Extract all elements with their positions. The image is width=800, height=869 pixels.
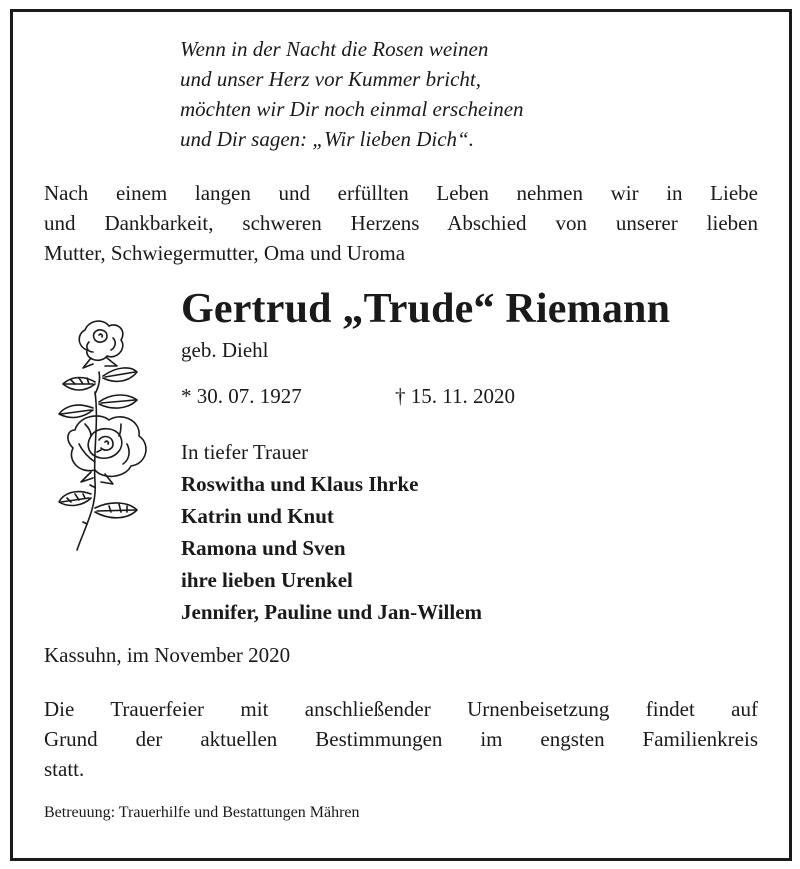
rose-illustration-icon (55, 312, 165, 552)
death-date: † 15. 11. 2020 (395, 384, 515, 408)
funeral-line: statt. (44, 757, 85, 781)
intro-line: Nach einem langen und erfüllten Leben nehmen wir in Liebe (44, 181, 758, 205)
poem-line: und Dir sagen: „Wir lieben Dich“. (180, 127, 474, 151)
mourners-heading: In tiefer Trauer (181, 440, 309, 464)
funeral-line: Die Trauerfeier mit anschließender Urnenbeisetzung findet auf (44, 697, 758, 721)
mourner-name: Roswitha und Klaus Ihrke (181, 472, 419, 496)
life-dates (181, 382, 515, 410)
poem (180, 34, 524, 154)
intro-line: Mutter, Schwiegermutter, Oma und Uroma (44, 241, 406, 265)
funeral-line: Grund der aktuellen Bestimmungen im engsten Familienkreis (44, 727, 758, 751)
poem-line: und unser Herz vor Kummer bricht, (180, 67, 481, 91)
poem-line: möchten wir Dir noch einmal erscheinen (180, 97, 524, 121)
funeral-notice (44, 694, 758, 784)
mourner-name: ihre lieben Urenkel (181, 568, 353, 592)
mourner-name: Katrin und Knut (181, 504, 334, 528)
maiden-name: geb. Diehl (181, 338, 269, 362)
intro-line: und Dankbarkeit, schweren Herzens Abschied von unserer lieben (44, 211, 758, 235)
birth-date: * 30. 07. 1927 (181, 384, 302, 408)
poem-line: Wenn in der Nacht die Rosen weinen (180, 37, 489, 61)
deceased-name: Gertrud „Trude“ Riemann (181, 286, 671, 332)
mourners (181, 436, 482, 628)
intro-text (44, 178, 758, 268)
place-date: Kassuhn, im November 2020 (44, 643, 291, 667)
mourner-name: Jennifer, Pauline und Jan-Willem (181, 600, 483, 624)
mourner-name: Ramona und Sven (181, 536, 346, 560)
care-credit: Betreuung: Trauerhilfe und Bestattungen Mähren (44, 804, 360, 821)
